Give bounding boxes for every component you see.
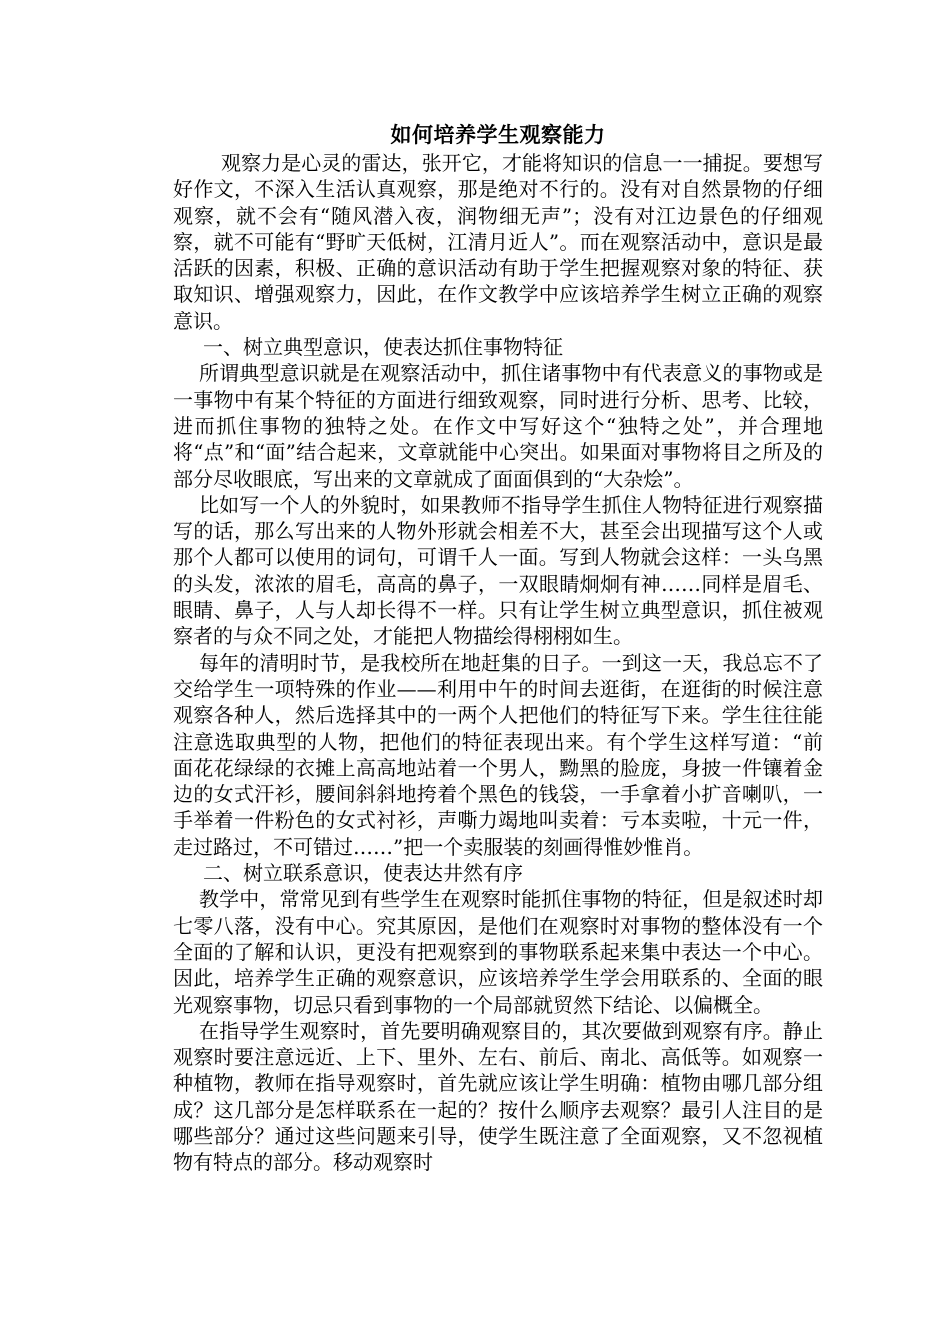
section-heading-2: 二、树立联系意识，使表达井然有序 [203,861,523,886]
paragraph-connection-awareness: 教学中，常常见到有些学生在观察时能抓住事物的特征，但是叙述时却七零八落，没有中心。究其原因，是他们在观察时对事物的整体没有一个全面的了解和认识，更没有把观察到的事物联系起来集中表达一个中心。因此，培养学生正确的观察意识，应该培养学生学会用联系的、全面的眼光观察事物，切忌只看到事物的一个局部就贸然下结论、以偏概全。 [173,887,823,1017]
document-title: 如何培养学生观察能力 [390,122,606,147]
section-heading-1: 一、树立典型意识，使表达抓住事物特征 [203,335,563,360]
document-page [173,120,823,1176]
paragraph-typical-awareness: 所谓典型意识就是在观察活动中，抓住诸事物中有代表意义的事物或是一事物中有某个特征的方面进行细致观察，同时进行分析、思考、比较，进而抓住事物的独特之处。在作文中写好这个“独特之处”，并合理地将“点”和“面”结合起来，文章就能中心突出。如果面对事物将目之所及的部分尽收眼底，写出来的文章就成了面面俱到的“大杂烩”。 [173,361,823,491]
paragraph-observation-order: 在指导学生观察时，首先要明确观察目的，其次要做到观察有序。静止观察时要注意远近、上下、里外、左右、前后、南北、高低等。如观察一种植物，教师在指导观察时，首先就应该让学生明确：植物由哪几部分组成？这几部分是怎样联系在一起的？按什么顺序去观察？最引人注目的是哪些部分？通过这些问题来引导，使学生既注意了全面观察，又不忽视植物有特点的部分。移动观察时 [173,1018,823,1175]
paragraph-market-example: 每年的清明时节，是我校所在地赶集的日子。一到这一天，我总忘不了交给学生一项特殊的作业——利用中午的时间去逛街，在逛街的时候注意观察各种人，然后选择其中的一两个人把他们的特征写下来。学生往往能注意选取典型的人物，把他们的特征表现出来。有个学生这样写道：“前面花花绿绿的衣摊上高高地站着一个男人，黝黑的脸庞，身披一件镶着金边的女式汗衫，腰间斜斜地挎着个黑色的钱袋，一手拿着小扩音喇叭，一手举着一件粉色的女式衬衫，声嘶力竭地叫卖着：亏本卖啦，十元一件，走过路过，不可错过……”把一个卖服装的刻画得惟妙惟肖。 [173,650,823,859]
paragraph-appearance-example: 比如写一个人的外貌时，如果教师不指导学生抓住人物特征进行观察描写的话，那么写出来的人物外形就会相差不大，甚至会出现描写这个人或那个人都可以使用的词句，可谓千人一面。写到人物就会这样：一头乌黑的头发，浓浓的眉毛，高高的鼻子，一双眼睛炯炯有神……同样是眉毛、眼睛、鼻子，人与人却长得不一样。只有让学生树立典型意识，抓住被观察者的与众不同之处，才能把人物描绘得栩栩如生。 [173,492,823,649]
intro-paragraph: 观察力是心灵的雷达，张开它，才能将知识的信息一一捕捉。要想写好作文，不深入生活认真观察，那是绝对不行的。没有对自然景物的仔细观察，就不会有“随风潜入夜，润物细无声”；没有对江边景色的仔细观察，就不可能有“野旷天低树，江清月近人”。而在观察活动中，意识是最活跃的因素，积极、正确的意识活动有助于学生把握观察对象的特征、获取知识、增强观察力，因此，在作文教学中应该培养学生树立正确的观察意识。 [173,151,823,333]
